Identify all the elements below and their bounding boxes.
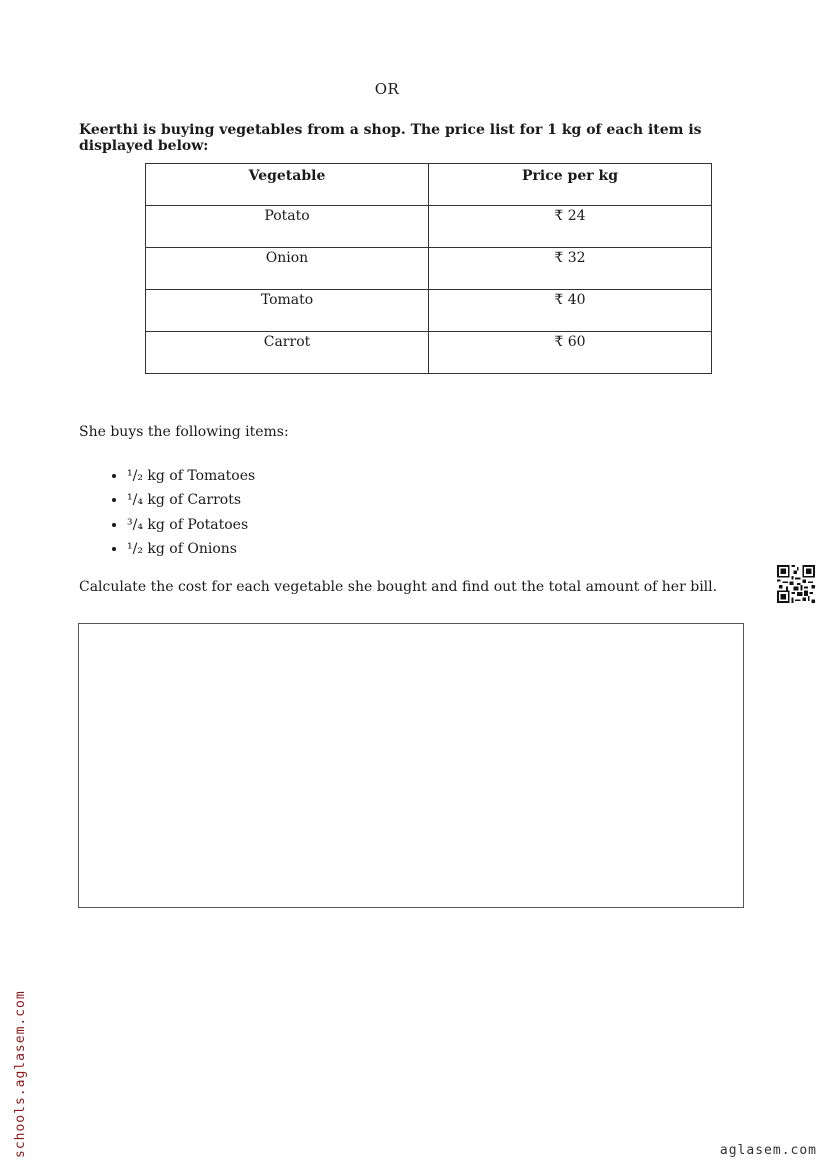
purchase-list [79, 466, 255, 563]
table-header-row [146, 164, 712, 206]
footer-watermark: aglasem.com [719, 1143, 817, 1158]
or-heading: OR [374, 80, 400, 98]
cell-vegetable: Carrot [146, 332, 429, 374]
list-item: • ¹/₂ kg of Tomatoes [127, 466, 255, 490]
cell-vegetable: Tomato [146, 290, 429, 332]
list-item: • ¹/₂ kg of Onions [127, 539, 255, 563]
cell-price: ₹ 32 [429, 248, 712, 290]
instruction-text: Calculate the cost for each vegetable she bought and find out the total amount of her bill. [79, 579, 718, 595]
cell-price: ₹ 60 [429, 332, 712, 374]
cell-price: ₹ 40 [429, 290, 712, 332]
qr-code-icon [777, 565, 815, 603]
list-item: • ¹/₄ kg of Carrots [127, 490, 255, 514]
table-row [146, 290, 712, 332]
header-vegetable: Vegetable [146, 164, 429, 206]
cell-vegetable: Potato [146, 206, 429, 248]
price-table [145, 163, 712, 374]
table-row [146, 332, 712, 374]
answer-box[interactable] [78, 623, 744, 908]
list-item: • ³/₄ kg of Potatoes [127, 515, 255, 539]
table-row [146, 248, 712, 290]
cell-price: ₹ 24 [429, 206, 712, 248]
intro-text: She buys the following items: [79, 424, 289, 440]
cell-vegetable: Onion [146, 248, 429, 290]
side-watermark: schools.aglasem.com [13, 990, 28, 1158]
question-text: Keerthi is buying vegetables from a shop. The price list for 1 kg of each item is displayed below: [79, 122, 702, 154]
header-price: Price per kg [429, 164, 712, 206]
table-row [146, 206, 712, 248]
